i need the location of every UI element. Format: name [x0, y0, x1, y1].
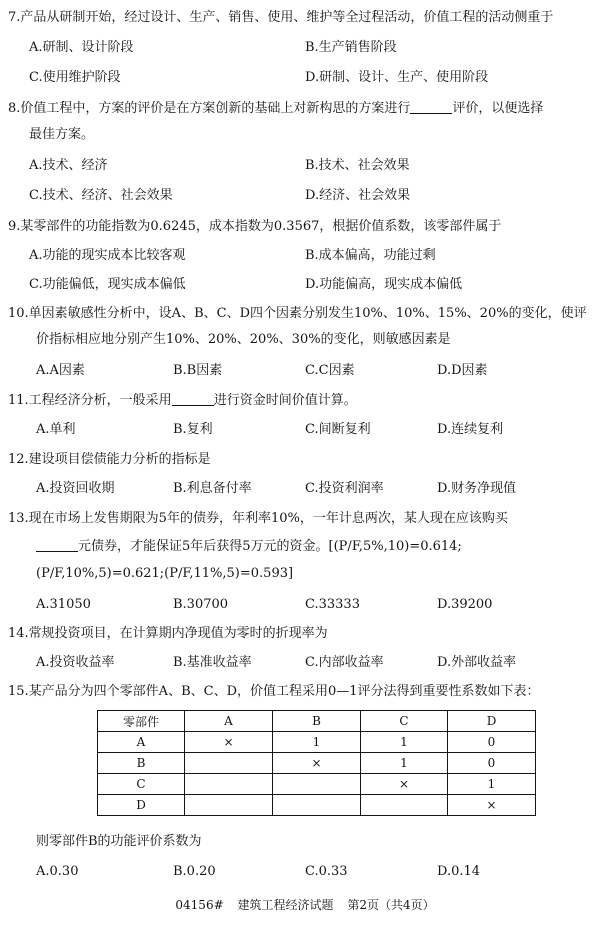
table-row [98, 774, 536, 795]
table-header-cell: D [448, 711, 536, 732]
q14-option-a: A.投资收益率 [36, 655, 115, 670]
table-cell [273, 795, 361, 816]
q14-option-c: C.内部收益率 [305, 655, 384, 670]
table-header-cell: B [273, 711, 361, 732]
table-row [98, 732, 536, 753]
table-cell [361, 795, 448, 816]
question-11 [8, 393, 357, 409]
q13-option-c: C.33333 [305, 597, 360, 612]
table-cell: B [98, 753, 185, 774]
q13-text-line-2: 元债券，才能保证5年后获得5万元的资金。[(P/F,5%,10)=0.614; [78, 539, 462, 554]
q8-text-post: 评价，以便选择 [452, 101, 544, 116]
question-10: 10.单因素敏感性分析中，设A、B、C、D四个因素分别发生10%、10%、15%、20%的变化，使评 [8, 306, 587, 321]
exam-code: 04156# [175, 898, 224, 912]
table-cell: A [98, 732, 185, 753]
q8-text-pre: 8.价值工程中，方案的评价是在方案创新的基础上对新构思的方案进行 [8, 101, 411, 116]
q10-option-c: C.C因素 [305, 363, 355, 378]
q9-option-d: D.功能偏高，现实成本偏低 [305, 277, 463, 292]
q11-option-b: B.复利 [173, 422, 213, 437]
table-header-cell: A [185, 711, 273, 732]
q13-blank [36, 550, 78, 552]
q11-option-d: D.连续复利 [437, 422, 504, 437]
table-header-cell: 零部件 [98, 711, 185, 732]
table-cell: × [361, 774, 448, 795]
question-13-line-3: (P/F,10%,5)=0.621;(P/F,11%,5)=0.593] [36, 566, 294, 581]
q14-option-b: B.基准收益率 [173, 655, 252, 670]
importance-matrix-table [97, 710, 536, 816]
q10-option-b: B.B因素 [173, 363, 223, 378]
q9-option-a: A.功能的现实成本比较客观 [29, 248, 186, 263]
table-cell: 0 [448, 753, 536, 774]
q13-option-b: B.30700 [173, 597, 229, 612]
q12-option-c: C.投资利润率 [305, 481, 384, 496]
q11-option-c: C.间断复利 [305, 422, 371, 437]
question-12: 12.建设项目偿债能力分析的指标是 [8, 452, 211, 467]
page-number: 第2页（共4页） [347, 898, 435, 912]
table-cell: × [185, 732, 273, 753]
q12-option-b: B.利息备付率 [173, 481, 252, 496]
question-15-prompt: 则零部件B的功能评价系数为 [36, 834, 202, 849]
question-10-line-2: 价指标相应地分别产生10%、20%、20%、30%的变化，则敏感因素是 [36, 332, 451, 347]
question-13-line-2 [36, 539, 462, 555]
q13-option-a: A.31050 [36, 597, 91, 612]
table-cell: 1 [273, 732, 361, 753]
q15-option-a: A.0.30 [36, 864, 79, 879]
table-row [98, 753, 536, 774]
q11-text-pre: 11.工程经济分析，一般采用 [8, 393, 172, 408]
table-row [98, 795, 536, 816]
question-13: 13.现在市场上发售期限为5年的债券，年利率10%，一年计息两次，某人现在应该购买 [8, 511, 508, 526]
question-8-line-2: 最佳方案。 [29, 127, 95, 142]
table-header-row [98, 711, 536, 732]
q11-option-a: A.单利 [36, 422, 76, 437]
q7-option-b: B.生产销售阶段 [305, 40, 397, 55]
page-footer [0, 896, 610, 913]
q14-option-d: D.外部收益率 [437, 655, 517, 670]
table-cell: × [273, 753, 361, 774]
table-cell: 1 [361, 732, 448, 753]
question-14: 14.常规投资项目，在计算期内净现值为零时的折现率为 [8, 626, 328, 641]
q8-option-d: D.经济、社会效果 [305, 188, 411, 203]
q11-blank [172, 404, 214, 406]
table-cell [185, 795, 273, 816]
q9-option-c: C.功能偏低，现实成本偏低 [29, 277, 186, 292]
q11-text-post: 进行资金时间价值计算。 [213, 393, 357, 408]
q8-option-c: C.技术、经济、社会效果 [29, 188, 173, 203]
q7-option-c: C.使用维护阶段 [29, 70, 121, 85]
q12-option-d: D.财务净现值 [437, 481, 517, 496]
q12-option-a: A.投资回收期 [36, 481, 115, 496]
question-9: 9.某零部件的功能指数为0.6245，成本指数为0.3567，根据价值系数，该零部件属于 [8, 219, 502, 234]
q8-option-a: A.技术、经济 [29, 158, 108, 173]
q15-option-b: B.0.20 [173, 864, 216, 879]
q10-option-d: D.D因素 [437, 363, 488, 378]
table-cell: 1 [361, 753, 448, 774]
table-cell [185, 774, 273, 795]
table-cell: C [98, 774, 185, 795]
q13-option-d: D.39200 [437, 597, 493, 612]
table-cell: × [448, 795, 536, 816]
q15-option-c: C.0.33 [305, 864, 348, 879]
table-cell [273, 774, 361, 795]
q7-option-a: A.研制、设计阶段 [29, 40, 134, 55]
table-cell: 0 [448, 732, 536, 753]
question-7: 7.产品从研制开始，经过设计、生产、销售、使用、维护等全过程活动，价值工程的活动侧重于 [8, 10, 554, 25]
question-8 [8, 101, 543, 117]
table-cell [185, 753, 273, 774]
q15-option-d: D.0.14 [437, 864, 481, 879]
question-15: 15.某产品分为四个零部件A、B、C、D，价值工程采用0—1评分法得到重要性系数如下表： [8, 684, 540, 699]
q8-option-b: B.技术、社会效果 [305, 158, 410, 173]
q7-option-d: D.研制、设计、生产、使用阶段 [305, 70, 489, 85]
q10-option-a: A.A因素 [36, 363, 85, 378]
table-cell: 1 [448, 774, 536, 795]
table-header-cell: C [361, 711, 448, 732]
exam-title: 建筑工程经济试题 [237, 898, 334, 912]
q9-option-b: B.成本偏高，功能过剩 [305, 248, 436, 263]
table-cell: D [98, 795, 185, 816]
q8-blank [410, 112, 452, 114]
